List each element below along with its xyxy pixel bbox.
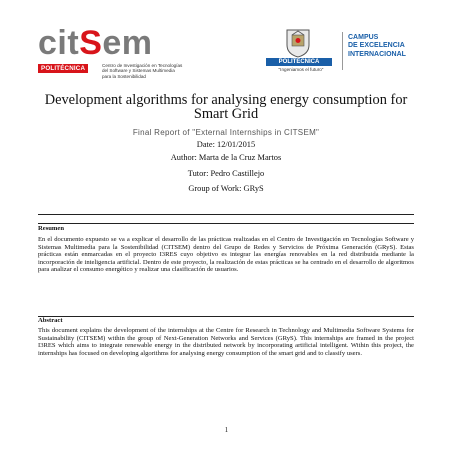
resumen-heading: Resumen <box>38 225 65 232</box>
campus-line: CAMPUS <box>348 34 379 41</box>
document-author: Author: Marta de la Cruz Martos <box>170 153 282 162</box>
document-work-group: Group of Work: GRyS <box>188 184 264 193</box>
upm-campus-logo <box>262 28 422 80</box>
section-divider <box>38 214 414 215</box>
document-title: Development algorithms for analysing energy consumption for Smart Grid <box>44 92 408 122</box>
citsem-logo <box>38 24 208 80</box>
citsem-description <box>102 63 212 79</box>
citsem-politecnica-badge: POLITÉCNICA <box>38 64 88 73</box>
section-divider <box>38 223 414 224</box>
citsem-description-line: Centro de Investigación en Tecnologías <box>102 63 183 68</box>
abstract-body: This document explains the development of the internships at the Centre for Research in Technology and Multimedia Software Systems for Sustainability (CITSEM) within the group of Next-Generation Networks and Services (GRyS). This internships are framed in the project I3RES which aims to integrate renewable energy in the distributed network by incorporating artificial intelligent. Within this project, the internships has focused on developing algorithms for analysing energy consumption of the smart grid and to classify users. <box>38 327 414 357</box>
campus-line: INTERNACIONAL <box>348 50 406 58</box>
upm-motto: "Ingeniamos el futuro" <box>278 67 324 72</box>
citsem-wordmark-suffix: em <box>102 24 153 62</box>
upm-politecnica-badge: POLITÉCNICA <box>266 58 332 66</box>
document-tutor: Tutor: Pedro Castillejo <box>187 169 265 178</box>
campus-excelencia-text <box>348 34 428 59</box>
university-seal-icon <box>284 28 312 58</box>
document-subtitle: Final Report of "External Internships in CITSEM" <box>132 128 320 137</box>
campus-line: DE EXCELENCIA <box>348 42 405 50</box>
section-divider <box>38 316 414 317</box>
citsem-description-line: para la Sostenibilidad <box>102 73 146 79</box>
citsem-description-line: del Software y Sistemas Multimedia <box>102 68 175 74</box>
citsem-s-mark: S <box>79 24 103 62</box>
resumen-body: En el documento expuesto se va a explicar el desarrollo de las prácticas realizadas en el Centro de Investigación en Tecnologías Software y Sistemas Multimedia para la Sostenibilidad (CITSEM) dentro del Grupo de Redes y Servicios de Próxima Generación (GRyS). Estas prácticas están enmarcadas en el proyecto I3RES cuyo objetivo es integrar las energías renovables en la red distribuida mediante la incorporación de inteligencia artificial. Dentro de este proyecto, la realización de estas prácticas se ha centrado en el desarrollo de algoritmos para analizar el consumo energético y realizar una clasificación de usuarios. <box>38 236 414 274</box>
logo-divider <box>342 32 343 70</box>
page-number: 1 <box>224 427 229 434</box>
citsem-wordmark-prefix: cit <box>38 24 80 62</box>
document-date: Date: 12/01/2015 <box>196 140 256 149</box>
citsem-wordmark <box>38 24 153 63</box>
abstract-heading: Abstract <box>38 317 63 324</box>
